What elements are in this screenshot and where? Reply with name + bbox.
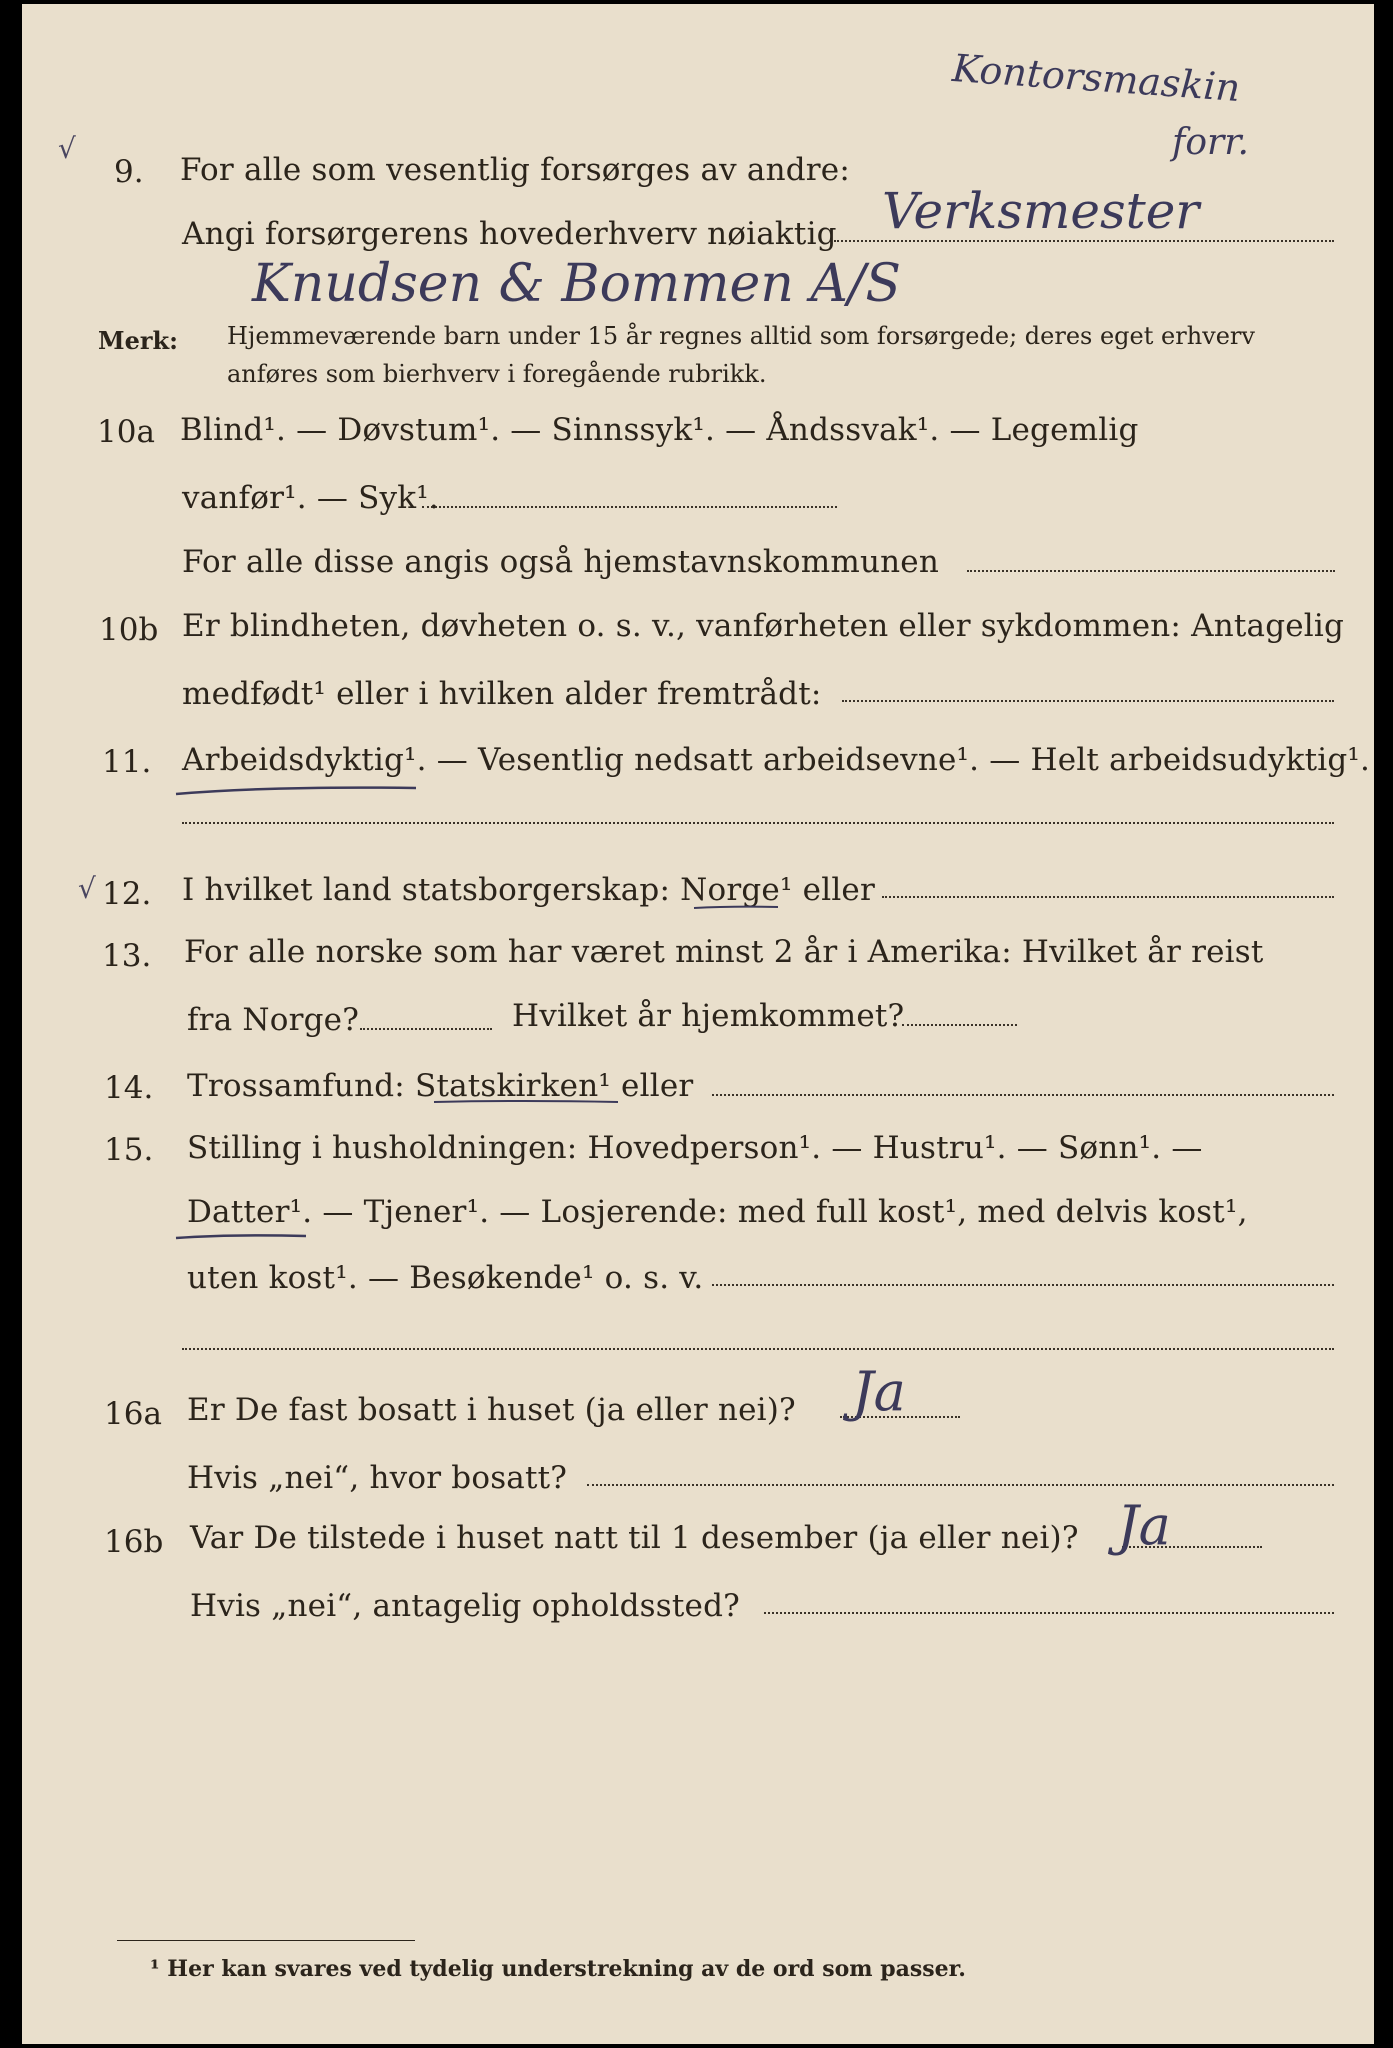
q16a-line2: Hvis „nei“, hvor bosatt? — [187, 1460, 568, 1496]
q15-answer-line-1 — [712, 1284, 1334, 1286]
check-mark-12: √ — [78, 872, 96, 905]
q10a-line2: vanfør¹. — Syk¹. — [182, 480, 439, 516]
q16b-line1: Var De tilstede i huset natt til 1 desember (ja eller nei)? — [190, 1520, 1079, 1556]
q13-line2b: Hvilket år hjemkommet? — [512, 998, 905, 1034]
q13-number: 13. — [102, 938, 152, 974]
merk-label: Merk: — [98, 326, 178, 355]
q12-underline-stroke — [692, 900, 782, 916]
q16b-answer-line-2 — [764, 1612, 1334, 1614]
q16b-number: 16b — [104, 1524, 164, 1560]
q12-line1: I hvilket land statsborgerskap: Norge¹ eller — [182, 872, 875, 908]
q14-answer-line — [712, 1094, 1334, 1096]
footnote-divider — [117, 1940, 415, 1941]
q11-underline-stroke — [172, 772, 422, 802]
q10b-number: 10b — [99, 612, 159, 648]
q15-line3: uten kost¹. — Besøkende¹ o. s. v. — [187, 1260, 704, 1296]
q13-line1: For alle norske som har været minst 2 år i Amerika: Hvilket år reist — [184, 934, 1264, 970]
q10b-line1: Er blindheten, døvheten o. s. v., vanførheten eller sykdommen: Antagelig — [182, 608, 1345, 644]
q10b-answer-line — [842, 700, 1334, 702]
q11-line1: Arbeidsdyktig¹. — Vesentlig nedsatt arbeidsevne¹. — Helt arbeidsudyktig¹. — [182, 742, 1371, 778]
q10a-answer-line-2 — [967, 570, 1335, 572]
merk-line1: Hjemmeværende barn under 15 år regnes alltid som forsørgede; deres eget erhverv — [227, 322, 1255, 350]
q14-number: 14. — [104, 1070, 154, 1106]
q12-answer-line — [882, 896, 1334, 898]
q9-number: 9. — [114, 154, 144, 190]
q13-line2a: fra Norge? — [187, 1002, 360, 1038]
q9-handwritten-answer: Verksmester — [882, 182, 1200, 240]
footnote: ¹ Her kan svares ved tydelig understrekning av de ord som passer. — [150, 1956, 966, 1982]
q15-underline-stroke — [172, 1226, 312, 1246]
q9-handwritten-company: Knudsen & Bommen A/S — [252, 254, 902, 314]
q12-number: 12. — [102, 876, 152, 912]
q10b-line2: medfødt¹ eller i hvilken alder fremtrådt: — [182, 676, 822, 712]
q16a-answer-line-2 — [587, 1484, 1334, 1486]
handwritten-top-note: Kontorsmaskin — [950, 45, 1242, 111]
q10a-answer-line-1 — [422, 506, 837, 508]
q15-answer-line-2 — [182, 1348, 1334, 1350]
q9-line2: Angi forsørgerens hovederhverv nøiaktig — [182, 216, 837, 252]
q11-number: 11. — [102, 744, 152, 780]
check-mark-9: √ — [58, 132, 76, 165]
q15-line2: Datter¹. — Tjener¹. — Losjerende: med full kost¹, med delvis kost¹, — [187, 1194, 1248, 1230]
q16a-number: 16a — [104, 1396, 162, 1432]
q16b-line2: Hvis „nei“, antagelig opholdssted? — [190, 1588, 740, 1624]
handwritten-top-note-2: forr. — [1172, 122, 1249, 163]
q13-answer-line-1 — [360, 1028, 492, 1030]
q14-line1: Trossamfund: Statskirken¹ eller — [187, 1068, 694, 1104]
q15-number: 15. — [104, 1132, 154, 1168]
merk-line2: anføres som bierhverv i foregående rubrikk. — [227, 360, 767, 388]
q11-answer-line — [182, 822, 1334, 824]
q10a-number: 10a — [97, 414, 155, 450]
q15-line1: Stilling i husholdningen: Hovedperson¹. — Hustru¹. — Sønn¹. — — [187, 1130, 1203, 1166]
q16a-line1: Er De fast bosatt i huset (ja eller nei)? — [187, 1392, 796, 1428]
q10a-line1: Blind¹. — Døvstum¹. — Sinnssyk¹. — Åndssvak¹. — Legemlig — [180, 412, 1139, 448]
q9-line1: For alle som vesentlig forsørges av andre: — [180, 152, 850, 188]
q9-answer-line — [834, 240, 1334, 242]
q16b-handwritten-answer: Ja — [1117, 1494, 1171, 1557]
q16a-handwritten-answer: Ja — [852, 1360, 906, 1423]
q13-answer-line-2 — [902, 1024, 1017, 1026]
q14-underline-stroke — [432, 1094, 622, 1110]
q10a-line3: For alle disse angis også hjemstavnskommunen — [182, 544, 939, 580]
census-form-page — [22, 4, 1374, 2044]
